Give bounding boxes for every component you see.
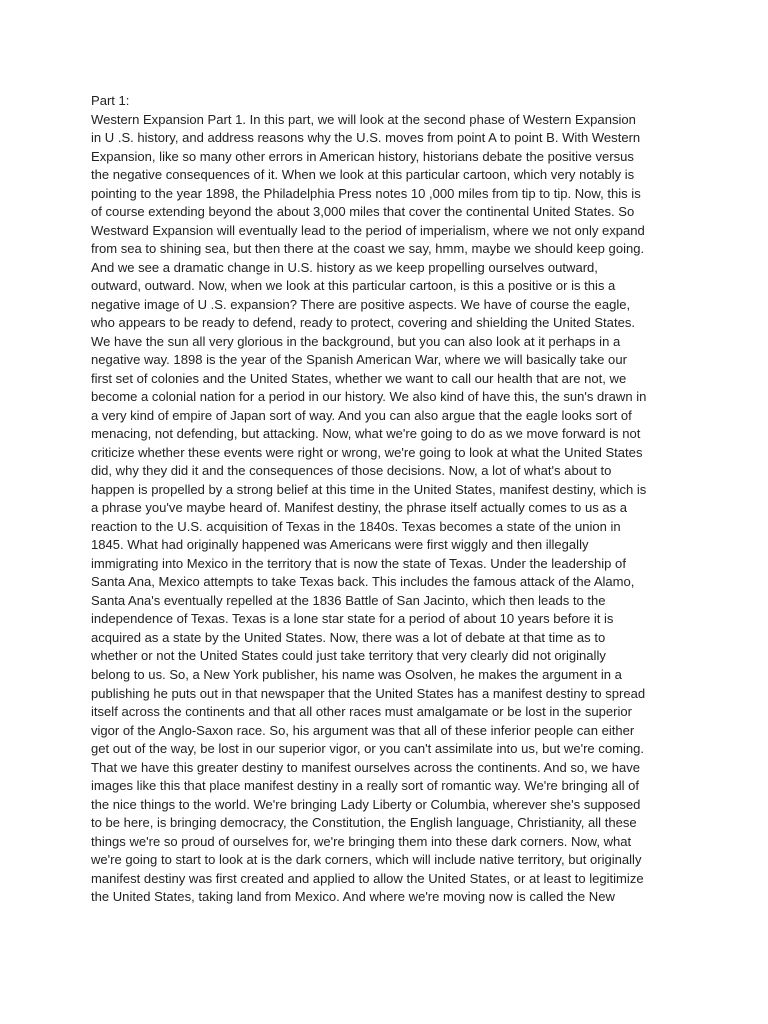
paragraph-line: whether or not the United States could just take territory that very clearly did not originally xyxy=(91,648,606,664)
paragraph-line: reaction to the U.S. acquisition of Texas in the 1840s. Texas becomes a state of the union in xyxy=(91,518,621,534)
paragraph-line: the nice things to the world. We're bringing Lady Liberty or Columbia, wherever she's supposed xyxy=(91,796,641,812)
paragraph-line: a very kind of empire of Japan sort of way. And you can also argue that the eagle looks sort of xyxy=(91,407,632,423)
paragraph-line: menacing, not defending, but attacking. Now, what we're going to do as we move forward is not xyxy=(91,426,641,442)
paragraph-line: the United States, taking land from Mexico. And where we're moving now is called the New xyxy=(91,889,615,905)
paragraph-line: to be here, is bringing democracy, the Constitution, the English language, Christianity, all these xyxy=(91,815,637,831)
paragraph-line: get out of the way, be lost in our superior vigor, or you can't assimilate into us, but we're coming. xyxy=(91,741,644,757)
paragraph-line: who appears to be ready to defend, ready to protect, covering and shielding the United States. xyxy=(91,315,635,331)
paragraph-line: And we see a dramatic change in U.S. history as we keep propelling ourselves outward, xyxy=(91,259,598,275)
paragraph-line: first set of colonies and the United States, whether we want to call our health that are not, we xyxy=(91,370,627,386)
paragraph-line: outward, outward. Now, when we look at this particular cartoon, is this a positive or is this a xyxy=(91,278,616,294)
paragraph-line: Santa Ana, Mexico attempts to take Texas back. This includes the famous attack of the Alamo, xyxy=(91,574,635,590)
paragraph-line: We have the sun all very glorious in the background, but you can also look at it perhaps in a xyxy=(91,333,621,349)
paragraph-line: vigor of the Anglo-Saxon race. So, his argument was that all of these inferior people can either xyxy=(91,722,635,738)
paragraph-line: itself across the continents and that all other races must amalgamate or be lost in the superior xyxy=(91,704,632,720)
paragraph-line: negative way. 1898 is the year of the Spanish American War, where we will basically take our xyxy=(91,352,627,368)
paragraph-line: 1845. What had originally happened was Americans were first wiggly and then illegally xyxy=(91,537,589,553)
paragraph-line: the negative consequences of it. When we look at this particular cartoon, which very notably is xyxy=(91,167,635,183)
paragraph-line: in U .S. history, and address reasons why the U.S. moves from point A to point B. With Western xyxy=(91,130,641,146)
paragraph-line: publishing he puts out in that newspaper that the United States has a manifest destiny to spread xyxy=(91,685,646,701)
paragraph-line: independence of Texas. Texas is a lone star state for a period of about 10 years before it is xyxy=(91,611,614,627)
paragraph-line: Santa Ana's eventually repelled at the 1836 Battle of San Jacinto, which then leads to the xyxy=(91,592,606,608)
paragraph-line: from sea to shining sea, but then there at the coast we say, hmm, maybe we should keep going. xyxy=(91,241,645,257)
transcript-body xyxy=(91,92,691,907)
paragraph-line: negative image of U .S. expansion? There are positive aspects. We have of course the eagle, xyxy=(91,296,631,312)
paragraph-line: become a colonial nation for a period in our history. We also kind of have this, the sun's drawn in xyxy=(91,389,647,405)
paragraph-line: belong to us. So, a New York publisher, his name was Osolven, he makes the argument in a xyxy=(91,666,622,682)
paragraph-line: images like this that place manifest destiny in a really sort of romantic way. We're bringing all of xyxy=(91,778,640,794)
paragraph-line: of course extending beyond the about 3,000 miles that cover the continental United States. So xyxy=(91,204,635,220)
paragraph-line: things we're so proud of ourselves for, we're bringing them into these dark corners. Now, what xyxy=(91,833,632,849)
paragraph-line: did, why they did it and the consequences of those decisions. Now, a lot of what's about to xyxy=(91,463,612,479)
paragraph-line: pointing to the year 1898, the Philadelphia Press notes 10 ,000 miles from tip to tip. Now, this is xyxy=(91,185,641,201)
paragraph-line: happen is propelled by a strong belief at this time in the United States, manifest destiny, which is xyxy=(91,481,647,497)
paragraph-line: a phrase you've maybe heard of. Manifest destiny, the phrase itself actually comes to us as a xyxy=(91,500,628,516)
section-heading: Part 1: xyxy=(91,93,130,108)
paragraph-line: Westward Expansion will eventually lead to the period of imperialism, where we not only expand xyxy=(91,222,645,238)
paragraph-line: Expansion, like so many other errors in American history, historians debate the positive versus xyxy=(91,148,634,164)
paragraph-line: manifest destiny was first created and applied to allow the United States, or at least to legitimize xyxy=(91,870,644,886)
paragraph-line: criticize whether these events were right or wrong, we're going to look at what the United States xyxy=(91,444,643,460)
paragraph-line: we're going to start to look at is the dark corners, which will include native territory, but originally xyxy=(91,852,642,868)
paragraph-line: That we have this greater destiny to manifest ourselves across the continents. And so, we have xyxy=(91,759,640,775)
paragraph-line: immigrating into Mexico in the territory that is now the state of Texas. Under the leadership of xyxy=(91,555,626,571)
paragraph-line: acquired as a state by the United States. Now, there was a lot of debate at that time as to xyxy=(91,629,606,645)
paragraph-line: Western Expansion Part 1. In this part, we will look at the second phase of Western Expansion xyxy=(91,111,636,127)
